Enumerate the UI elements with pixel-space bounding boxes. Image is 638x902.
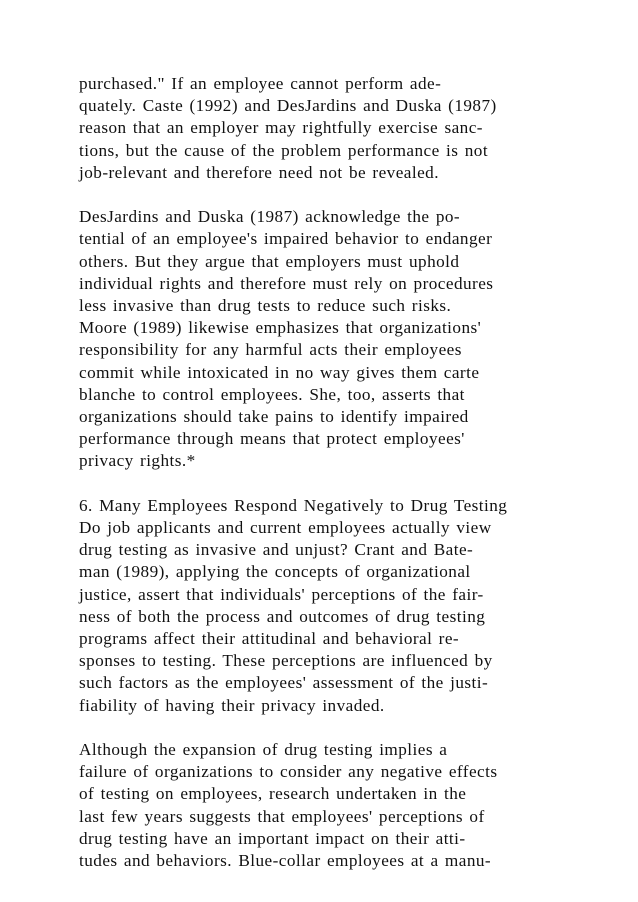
paragraph-2	[79, 206, 599, 472]
text-line: such factors as the employees' assessment of the justi-	[79, 673, 489, 693]
text-line: Moore (1989) likewise emphasizes that organizations'	[79, 318, 482, 338]
text-line: fiability of having their privacy invaded.	[79, 695, 385, 715]
text-line: ness of both the process and outcomes of drug testing	[79, 606, 486, 626]
text-line: Do job applicants and current employees actually view	[79, 518, 492, 538]
text-line: reason that an employer may rightfully exercise sanc-	[79, 118, 483, 138]
text-line: man (1989), applying the concepts of organizational	[79, 562, 471, 582]
text-line: commit while intoxicated in no way gives them carte	[79, 362, 480, 382]
text-line: tential of an employee's impaired behavior to endanger	[79, 229, 493, 249]
paragraph-3	[79, 495, 599, 717]
text-line: of testing on employees, research undertaken in the	[79, 784, 467, 804]
paragraph-1	[79, 73, 599, 184]
text-line: sponses to testing. These perceptions are influenced by	[79, 651, 493, 671]
text-line: drug testing have an important impact on their atti-	[79, 828, 466, 848]
text-line: programs affect their attitudinal and behavioral re-	[79, 629, 460, 649]
body-text	[79, 73, 599, 894]
text-line: tudes and behaviors. Blue-collar employees at a manu-	[79, 851, 492, 871]
text-line: individual rights and therefore must rely on procedures	[79, 273, 494, 293]
text-line: performance through means that protect employees'	[79, 429, 465, 449]
text-line: failure of organizations to consider any negative effects	[79, 762, 498, 782]
text-line: blanche to control employees. She, too, asserts that	[79, 384, 465, 404]
text-line: justice, assert that individuals' perceptions of the fair-	[79, 584, 484, 604]
text-line: Although the expansion of drug testing implies a	[79, 740, 448, 760]
text-line: quately. Caste (1992) and DesJardins and Duska (1987)	[79, 96, 497, 116]
text-line: organizations should take pains to identify impaired	[79, 407, 469, 427]
text-line: last few years suggests that employees' perceptions of	[79, 806, 485, 826]
text-line: tions, but the cause of the problem performance is not	[79, 140, 489, 160]
text-line: responsibility for any harmful acts their employees	[79, 340, 462, 360]
text-line: job-relevant and therefore need not be revealed.	[79, 162, 439, 182]
text-line: privacy rights.*	[79, 451, 196, 471]
section-heading-line: 6. Many Employees Respond Negatively to Drug Testing	[79, 495, 508, 515]
text-line: DesJardins and Duska (1987) acknowledge the po-	[79, 207, 461, 227]
text-line: less invasive than drug tests to reduce such risks.	[79, 296, 452, 316]
text-line: others. But they argue that employers must uphold	[79, 251, 460, 271]
paragraph-4	[79, 739, 599, 872]
text-line: purchased." If an employee cannot perform ade-	[79, 74, 442, 93]
text-line: drug testing as invasive and unjust? Crant and Bate-	[79, 540, 474, 560]
